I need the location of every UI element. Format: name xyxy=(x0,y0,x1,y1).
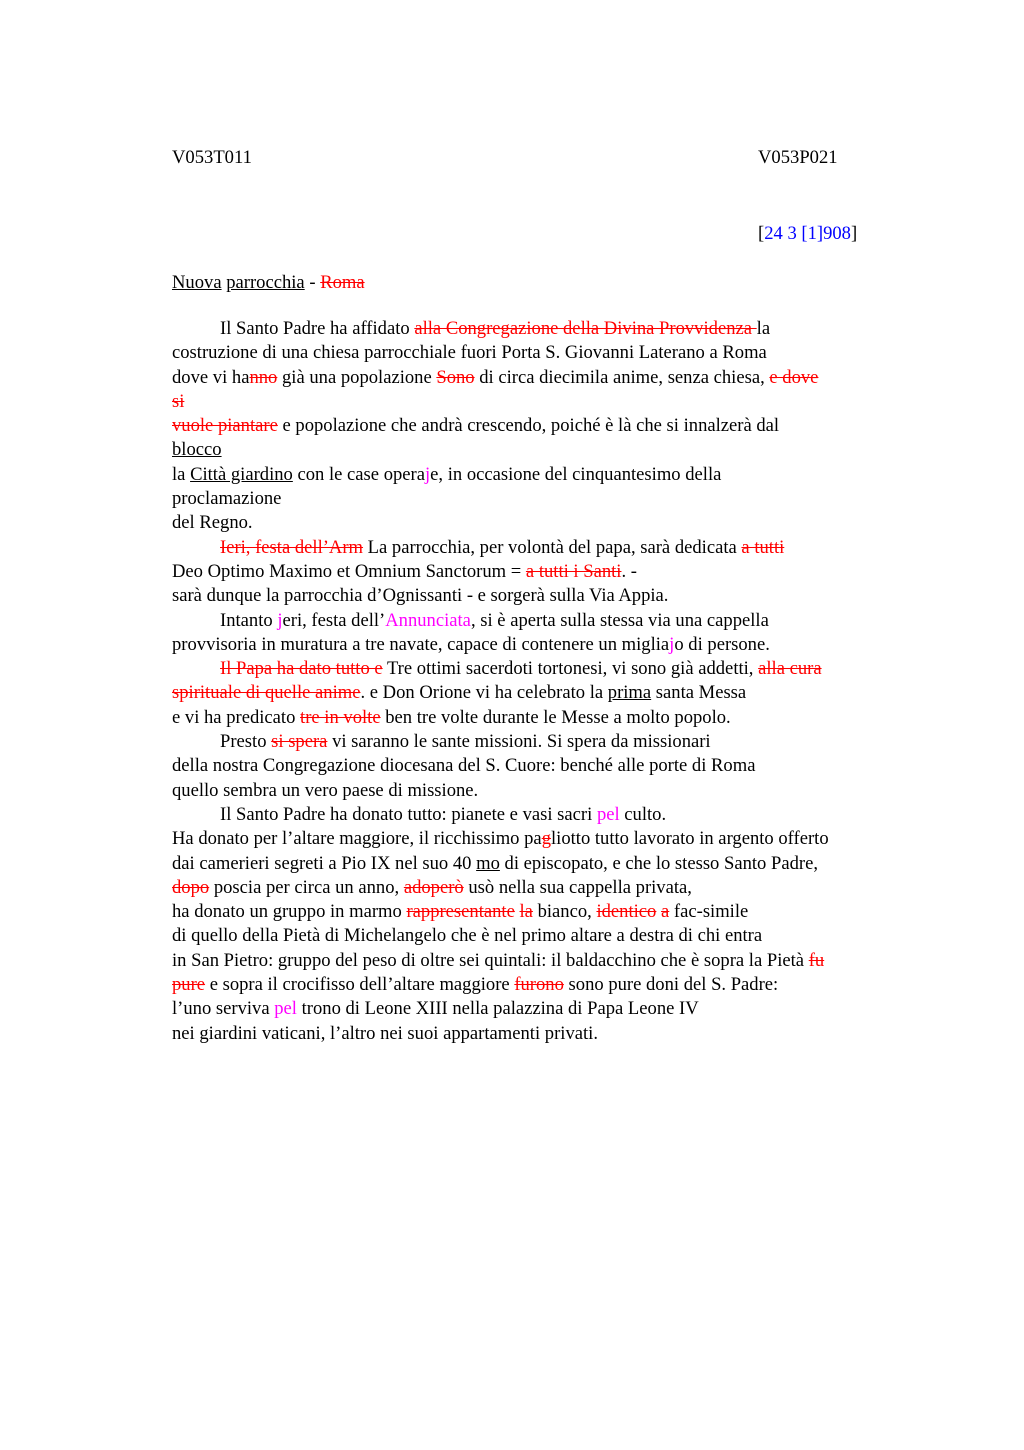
text-line xyxy=(172,560,912,584)
text-run: con le case opera xyxy=(292,463,425,485)
text-run: Intanto xyxy=(220,609,278,631)
text-run: Ha donato per l’altare maggiore, il ricchissimo pa xyxy=(172,828,542,850)
text-run: liotto tutto lavorato in argento offerto xyxy=(550,828,829,850)
text-run: eri, festa dell’ xyxy=(282,609,386,631)
text-run: l’uno serviva xyxy=(172,998,275,1020)
text-line xyxy=(172,341,912,365)
text-run: bianco, xyxy=(532,901,597,923)
deleted-text: Ieri, festa dell’Arm xyxy=(220,536,364,558)
document-title: Nuova parrocchia - Roma xyxy=(172,272,365,293)
inserted-text: j xyxy=(669,633,675,655)
text-line xyxy=(172,949,912,973)
text-line xyxy=(172,973,912,997)
deleted-text: si xyxy=(172,390,185,412)
text-run: in San Pietro: gruppo del peso di oltre sei quintali: il baldacchino che è sopra la Pietà xyxy=(172,949,809,971)
text-run: nei giardini vaticani, l’altro nei suoi appartamenti privati. xyxy=(172,1022,598,1044)
deleted-text: a tutti xyxy=(741,536,785,558)
text-run: di quello della Pietà di Michelangelo che è nel primo altare a destra di chi entra xyxy=(172,925,763,947)
text-run: culto. xyxy=(619,803,667,825)
underlined-text: mo xyxy=(476,852,500,874)
text-line xyxy=(172,390,912,414)
text-run: fac-simile xyxy=(669,901,749,923)
document-code-left: V053T011 xyxy=(172,147,252,168)
text-run: la xyxy=(756,318,771,339)
deleted-text: a xyxy=(661,901,670,923)
text-run: la xyxy=(172,463,191,485)
deleted-text: a tutti i Santi xyxy=(525,560,622,582)
text-run: Il Santo Padre ha donato tutto: pianete e vasi sacri xyxy=(220,803,597,825)
deleted-text: si spera xyxy=(271,731,328,753)
text-line xyxy=(172,924,912,948)
text-run: vi saranno le sante missioni. Si spera da missionari xyxy=(327,731,711,753)
text-run: , si è aperta sulla stessa via una cappella xyxy=(470,609,769,631)
text-line xyxy=(172,463,912,487)
deleted-text: tre in volte xyxy=(300,706,381,728)
text-line xyxy=(172,706,912,730)
inserted-text: Annunciata xyxy=(385,609,471,631)
deleted-text: adoperò xyxy=(403,876,464,898)
text-line xyxy=(172,438,912,462)
text-line xyxy=(172,827,912,851)
text-run: santa Messa xyxy=(651,682,747,704)
document-code-right: V053P021 xyxy=(758,147,838,168)
text-run: quello sembra un vero paese di missione. xyxy=(172,779,479,801)
date-close-bracket: ] xyxy=(850,223,858,244)
deleted-text: dopo xyxy=(172,876,210,898)
text-line xyxy=(172,779,912,803)
inserted-text: pel xyxy=(596,803,620,825)
text-run: ha donato un gruppo in marmo xyxy=(172,901,407,923)
deleted-text: g xyxy=(541,828,551,850)
text-run: sono pure doni del S. Padre: xyxy=(563,974,779,996)
text-run: Presto xyxy=(220,731,272,753)
text-line xyxy=(172,366,912,390)
title-deleted-word: Roma xyxy=(320,272,365,293)
text-line xyxy=(172,536,912,560)
deleted-text: e dove xyxy=(769,366,819,388)
deleted-text: pure xyxy=(172,974,206,996)
text-run: già una popolazione xyxy=(277,366,437,388)
deleted-text: nno xyxy=(249,366,278,388)
inserted-text: pel xyxy=(274,998,297,1020)
text-run: proclamazione xyxy=(172,488,282,510)
text-run: e vi ha predicato xyxy=(172,706,301,728)
text-run: e sopra il crocifisso dell’altare maggiore xyxy=(205,974,515,996)
deleted-text: identico xyxy=(596,901,657,923)
underlined-text: prima xyxy=(607,682,652,704)
text-run: La parrocchia, per volontà del papa, sarà dedicata xyxy=(363,536,742,558)
text-run: di episcopato, e che lo stesso Santo Padre, xyxy=(499,852,818,874)
text-run: e popolazione che andrà crescendo, poiché è là che si innalzerà dal xyxy=(277,415,780,437)
deleted-text: rappresentante xyxy=(406,901,515,923)
text-run: della nostra Congregazione diocesana del S. Cuore: benché alle porte di Roma xyxy=(172,755,756,777)
text-line xyxy=(172,876,912,900)
date-day-month: 24 3 xyxy=(764,223,802,244)
text-run: provvisoria in muratura a tre navate, capace di contenere un miglia xyxy=(172,633,670,655)
title-word-parrocchia: parrocchia xyxy=(226,272,305,293)
text-line xyxy=(172,633,912,657)
text-run: ben tre volte durante le Messe a molto popolo. xyxy=(380,706,731,728)
text-run: di circa diecimila anime, senza chiesa, xyxy=(474,366,770,388)
text-run: usò nella sua cappella privata, xyxy=(463,876,692,898)
deleted-text: vuole piantare xyxy=(172,415,278,437)
text-line xyxy=(172,852,912,876)
text-run: e, in occasione del cinquantesimo della xyxy=(430,463,722,485)
text-run: dove vi ha xyxy=(172,366,250,388)
inserted-text: j xyxy=(425,463,431,485)
text-line xyxy=(172,997,912,1021)
text-line xyxy=(172,584,912,608)
text-line xyxy=(172,609,912,633)
text-run: sarà dunque la parrocchia d’Ognissanti - e sorgerà sulla Via Appia. xyxy=(172,585,669,607)
text-run: dai camerieri segreti a Pio IX nel suo 40 xyxy=(172,852,477,874)
deleted-text: la xyxy=(519,901,533,923)
deleted-text: fu xyxy=(808,949,825,971)
text-run: Il Santo Padre ha affidato xyxy=(220,318,415,339)
text-run: poscia per circa un anno, xyxy=(209,876,404,898)
text-line xyxy=(172,317,912,341)
deleted-text: spirituale di quelle anime xyxy=(172,682,361,704)
date-open-bracket: [ xyxy=(758,223,765,244)
deleted-text: Il Papa ha dato tutto e xyxy=(220,658,383,680)
text-line xyxy=(172,511,912,535)
text-run: Deo Optimo Maximo et Omnium Sanctorum = xyxy=(172,560,526,582)
deleted-text: Sono xyxy=(436,366,475,388)
text-line xyxy=(172,754,912,778)
deleted-text: alla Congregazione della Divina Provvidenza xyxy=(414,318,757,339)
text-run: o di persone. xyxy=(674,633,770,655)
text-line xyxy=(172,803,912,827)
text-run: del Regno. xyxy=(172,512,253,534)
date-year: [1]908 xyxy=(801,223,851,244)
date-stamp xyxy=(758,222,857,246)
text-line xyxy=(172,730,912,754)
text-line xyxy=(172,900,912,924)
text-run: . - xyxy=(621,560,637,582)
underlined-text: blocco xyxy=(172,439,222,461)
text-line xyxy=(172,681,912,705)
document-body xyxy=(172,317,912,1046)
deleted-text: alla cura xyxy=(758,658,822,680)
title-word-nuova: Nuova xyxy=(172,272,222,293)
underlined-text: Città giardino xyxy=(190,463,293,485)
text-line xyxy=(172,487,912,511)
text-line xyxy=(172,657,912,681)
text-run: trono di Leone XIII nella palazzina di Papa Leone IV xyxy=(296,998,699,1020)
deleted-text: furono xyxy=(514,974,564,996)
inserted-text: j xyxy=(277,609,283,631)
text-line xyxy=(172,414,912,438)
text-line xyxy=(172,1022,912,1046)
text-run: costruzione di una chiesa parrocchiale fuori Porta S. Giovanni Laterano a Roma xyxy=(172,342,767,364)
text-run: . e Don Orione vi ha celebrato la xyxy=(360,682,608,704)
text-run: Tre ottimi sacerdoti tortonesi, vi sono già addetti, xyxy=(382,658,759,680)
